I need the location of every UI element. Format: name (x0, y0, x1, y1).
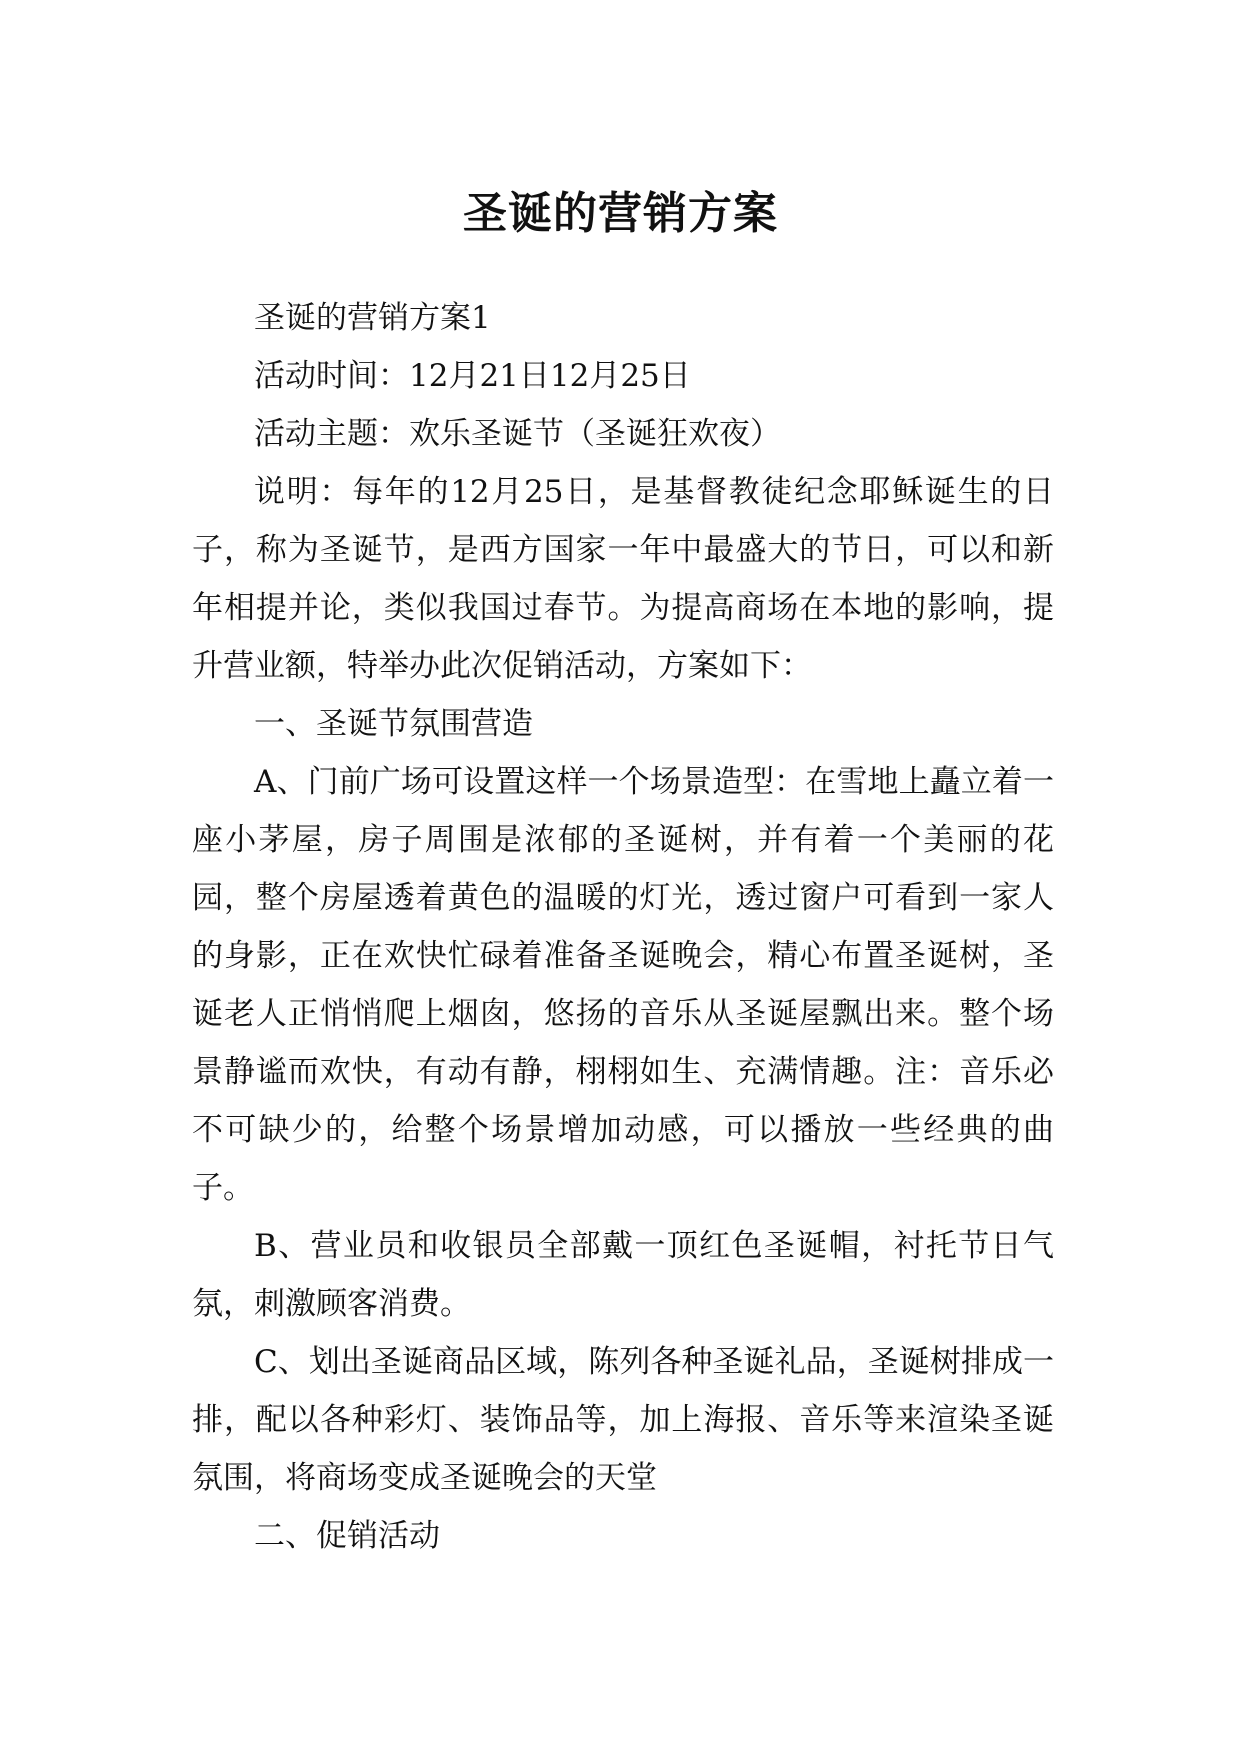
paragraph-activity-theme: 活动主题：欢乐圣诞节（圣诞狂欢夜） (254, 416, 781, 452)
paragraph-subtitle: 圣诞的营销方案1 (254, 300, 491, 336)
section-heading-promotion: 二、促销活动 (254, 1518, 440, 1554)
paragraph-item-a: A、门前广场可设置这样一个场景造型：在雪地上矗立着一座小茅屋，房子周围是浓郁的圣诞树，并有着一个美丽的花园，整个房屋透着黄色的温暖的灯光，透过窗户可看到一家人的身影，正在欢快忙碌着准备圣诞晚会，精心布置圣诞树，圣诞老人正悄悄爬上烟囱，悠扬的音乐从圣诞屋飘出来。整个场景静谧而欢快，有动有静，栩栩如生、充满情趣。注：音乐必不可缺少的，给整个场景增加动感，可以播放一些经典的曲子。 (192, 764, 1054, 1206)
paragraph-activity-time: 活动时间：12月21日12月25日 (254, 358, 691, 394)
document-title: 圣诞的营销方案 (463, 188, 778, 240)
paragraph-item-b: B、营业员和收银员全部戴一顶红色圣诞帽，衬托节日气氛，刺激顾客消费。 (192, 1228, 1054, 1322)
paragraph-description: 说明：每年的12月25日，是基督教徒纪念耶稣诞生的日子，称为圣诞节，是西方国家一年中最盛大的节日，可以和新年相提并论，类似我国过春节。为提高商场在本地的影响，提升营业额，特举办此次促销活动，方案如下： (192, 474, 1054, 684)
section-heading-atmosphere: 一、圣诞节氛围营造 (254, 706, 533, 742)
paragraph-item-c: C、划出圣诞商品区域，陈列各种圣诞礼品，圣诞树排成一排，配以各种彩灯、装饰品等，加上海报、音乐等来渲染圣诞氛围，将商场变成圣诞晚会的天堂 (192, 1344, 1054, 1496)
document-body (192, 289, 1054, 1565)
